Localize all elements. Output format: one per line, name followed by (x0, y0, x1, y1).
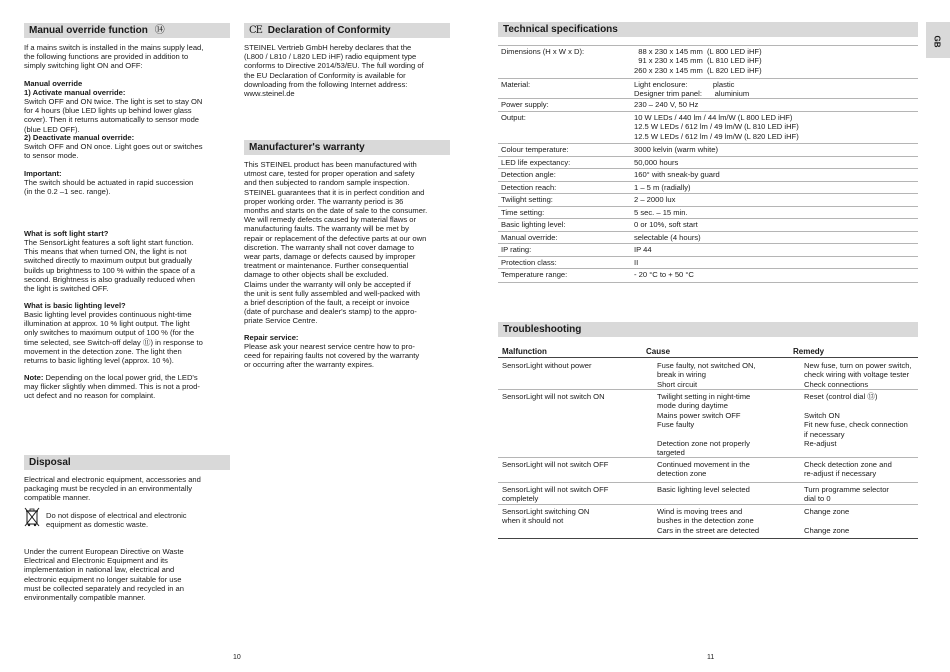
spec-value: 2 – 2000 lux (634, 195, 676, 204)
troubleshooting-header-rule (498, 357, 918, 358)
table-row-rule (498, 482, 918, 483)
spec-label: Detection reach: (501, 183, 557, 192)
spec-value: 88 x 230 x 145 mm (L 800 LED iHF) 91 x 230 x 145 mm (L 810 LED iHF) 260 x 230 x 145 mm (L 820 LED iHF) (634, 47, 762, 75)
spec-label: Protection class: (501, 258, 557, 267)
warranty-title: Manufacturer's warranty (249, 142, 365, 153)
spec-label: Temperature range: (501, 270, 568, 279)
note-title: Note: (24, 373, 44, 382)
table-rule (498, 156, 918, 157)
table-rule (498, 218, 918, 219)
spec-value: II (634, 258, 639, 267)
malfunction-cell: SensorLight will not switch OFF completely (502, 485, 609, 504)
spec-value: 1 – 5 m (radially) (634, 183, 691, 192)
spec-label: LED life expectancy: (501, 158, 571, 167)
disposal-intro: Electrical and electronic equipment, accessories and packaging must be recycled in an environmentally compatible manner. (24, 475, 201, 503)
spec-label: Basic lighting level: (501, 220, 566, 229)
spec-value: Light enclosure: plastic Designer trim panel: aluminium (634, 80, 750, 99)
spec-label: Material: (501, 80, 531, 89)
table-row-rule (498, 457, 918, 458)
spec-value: IP 44 (634, 245, 652, 254)
troubleshooting-title: Troubleshooting (503, 324, 582, 335)
table-rule (498, 206, 918, 207)
table-row-rule (498, 538, 918, 539)
activate-title: 1) Activate manual override: (24, 88, 126, 97)
remedy-cell: New fuse, turn on power switch, check wiring with voltage tester Check connections (804, 361, 912, 389)
deactivate-text: Switch OFF and ON once. Light goes out or switches to sensor mode. (24, 142, 203, 161)
spec-value: 5 sec. – 15 min. (634, 208, 688, 217)
remedy-cell: Check detection zone and re-adjust if necessary (804, 460, 892, 479)
disposal-heading (24, 455, 230, 470)
spec-value: selectable (4 hours) (634, 233, 701, 242)
deactivate-title: 2) Deactivate manual override: (24, 133, 135, 142)
disposal-directive: Under the current European Directive on Waste Electrical and Electronic Equipment and its implementation in national law, electrical and electronic equipment no longer suitable for use must be collected separately and recycled in an environmentally compatible manner. (24, 547, 184, 603)
spec-label: Time setting: (501, 208, 545, 217)
malfunction-cell: SensorLight without power (502, 361, 592, 370)
spec-label: Output: (501, 113, 526, 122)
page-number-left: 10 (233, 654, 241, 661)
spec-value: 50,000 hours (634, 158, 679, 167)
repair-service-text: Please ask your nearest service centre how to pro- ceed for repairing faults not covered by the warranty or occurring after the warranty expires. (244, 342, 420, 370)
important-text: The switch should be actuated in rapid succession (in the 0.2 –1 sec. range). (24, 178, 194, 197)
spec-label: Power supply: (501, 100, 549, 109)
table-rule (498, 193, 918, 194)
disposal-title: Disposal (29, 457, 71, 468)
malfunction-cell: SensorLight will not switch ON (502, 392, 605, 401)
important-title: Important: (24, 169, 62, 178)
spec-value: 10 W LEDs / 440 lm / 44 lm/W (L 800 LED iHF) 12.5 W LEDs / 612 lm / 49 lm/W (L 810 LED iHF) 12.5 W LEDs / 612 lm / 49 lm/W (L 820 LED iHF) (634, 113, 799, 141)
spec-value: - 20 °C to + 50 °C (634, 270, 694, 279)
conformity-heading (244, 23, 450, 38)
activate-text: Switch OFF and ON twice. The light is set to stay ON for 4 hours (blue LED lights up behind lower glass cover). Then it returns automatically to sensor mode (blue LED OFF). (24, 97, 203, 134)
cause-cell: Fuse faulty, not switched ON, break in wiring Short circuit (657, 361, 756, 389)
header-remedy: Remedy (793, 347, 825, 356)
manual-override-title: Manual override function (29, 25, 148, 36)
remedy-cell: Reset (control dial ⑬) Switch ON Fit new fuse, check connection if necessary Re-adjust (804, 392, 908, 449)
spec-label: Colour temperature: (501, 145, 569, 154)
cause-cell: Wind is moving trees and bushes in the detection zone Cars in the street are detected (657, 507, 760, 535)
spec-label: Detection angle: (501, 170, 556, 179)
table-rule (498, 78, 918, 79)
manual-override-heading (24, 23, 230, 38)
table-row-rule (498, 504, 918, 505)
warranty-text: This STEINEL product has been manufactured with utmost care, tested for proper operation and safety and then subjected to random sample inspection. STEINEL guarantees that it is in perfect condition and proper working order. The warranty period is 36 months and starts on the date of sale to the consumer. We will remedy defects caused by material flaws or manufacturing faults. The warranty will be met by repair or replacement of the defective parts at our own discretion. The warranty shall not cover damage to wear parts, damage or defects caused by improper treatment or maintenance. Further consequential damage to other objects shall be excluded. Claims under the warranty will only be accepted if the unit is sent fully assembled and well-packed with a brief description of the fault, a receipt or invoice (date of purchase and dealer's stamp) to the appro- priate Service Centre. (244, 160, 428, 326)
table-rule (498, 98, 918, 99)
spec-value: 230 – 240 V, 50 Hz (634, 100, 699, 109)
language-tab-label: GB (932, 35, 942, 48)
soft-start-title: What is soft light start? (24, 229, 109, 238)
spec-value: 3000 kelvin (warm white) (634, 145, 718, 154)
spec-value: 0 or 10%, soft start (634, 220, 698, 229)
remedy-cell: Turn programme selector dial to 0 (804, 485, 889, 504)
troubleshooting-heading (498, 322, 918, 337)
table-rule (498, 181, 918, 182)
table-rule (498, 168, 918, 169)
spec-label: Dimensions (H x W x D): (501, 47, 585, 56)
spec-label: Twilight setting: (501, 195, 553, 204)
manual-override-ref: ⑭ (154, 25, 165, 36)
ce-mark-icon: CE (249, 25, 262, 36)
manual-override-intro: If a mains switch is installed in the mains supply lead, the following functions are provided in addition to simply switching light ON and OFF: (24, 43, 204, 71)
basic-level-text: Basic lighting level provides continuous night-time illumination at approx. 10 % light output. The light only switches to maximum output of 100 % (for the time selected, see Switch-off delay ⑪) in response to movement in the detection zone. The light then returns to basic lighting level (approx. 10 %). (24, 310, 203, 366)
soft-start-text: The SensorLight features a soft light start function. This means that when turned ON, the light is not switched directly to maximum output but gradually builds up brightness to 100 % within the space of a second. Brightness is also gradually reduced when the light is switched OFF. (24, 238, 195, 294)
basic-level-title: What is basic lighting level? (24, 301, 126, 310)
table-rule (498, 282, 918, 283)
remedy-cell: Change zone Change zone (804, 507, 850, 535)
table-row-rule (498, 389, 918, 390)
disposal-bin-text: Do not dispose of electrical and electronic equipment as domestic waste. (46, 511, 187, 530)
conformity-title: Declaration of Conformity (267, 25, 391, 36)
tech-specs-title: Technical specifications (503, 24, 618, 35)
note-paragraph (24, 373, 234, 401)
malfunction-cell: SensorLight will not switch OFF (502, 460, 609, 469)
table-rule (498, 243, 918, 244)
conformity-text: STEINEL Vertrieb GmbH hereby declares that the (L800 / L810 / L820 LED iHF) radio equipment type conforms to Directive 2014/53/EU. The full wording of the EU Declaration of Conformity is available for downloading from the following Internet address: www.steinel.de (244, 43, 424, 99)
header-malfunction: Malfunction (502, 347, 547, 356)
table-rule (498, 231, 918, 232)
spec-label: Manual override: (501, 233, 558, 242)
page-number-right: 11 (707, 654, 715, 661)
language-tab (926, 22, 950, 58)
table-rule (498, 45, 918, 46)
tech-specs-heading (498, 22, 918, 37)
cause-cell: Twilight setting in night-time mode during daytime Mains power switch OFF Fuse faulty Detection zone not properly targeted (657, 392, 751, 458)
note-text: Depending on the local power grid, the LED's may flicker slightly when dimmed. This is not a prod- uct defect and no reason for complaint. (24, 373, 200, 401)
table-rule (498, 111, 918, 112)
cause-cell: Continued movement in the detection zone (657, 460, 750, 479)
table-rule (498, 268, 918, 269)
repair-service-title: Repair service: (244, 333, 299, 342)
manual-override-subtitle: Manual override (24, 79, 83, 88)
warranty-heading (244, 140, 450, 155)
header-cause: Cause (646, 347, 671, 356)
table-rule (498, 256, 918, 257)
spec-value: 160° with sneak-by guard (634, 170, 720, 179)
cause-cell: Basic lighting level selected (657, 485, 750, 494)
table-rule (498, 143, 918, 144)
spec-label: IP rating: (501, 245, 532, 254)
malfunction-cell: SensorLight switching ON when it should not (502, 507, 590, 526)
crossed-bin-icon (24, 507, 40, 527)
